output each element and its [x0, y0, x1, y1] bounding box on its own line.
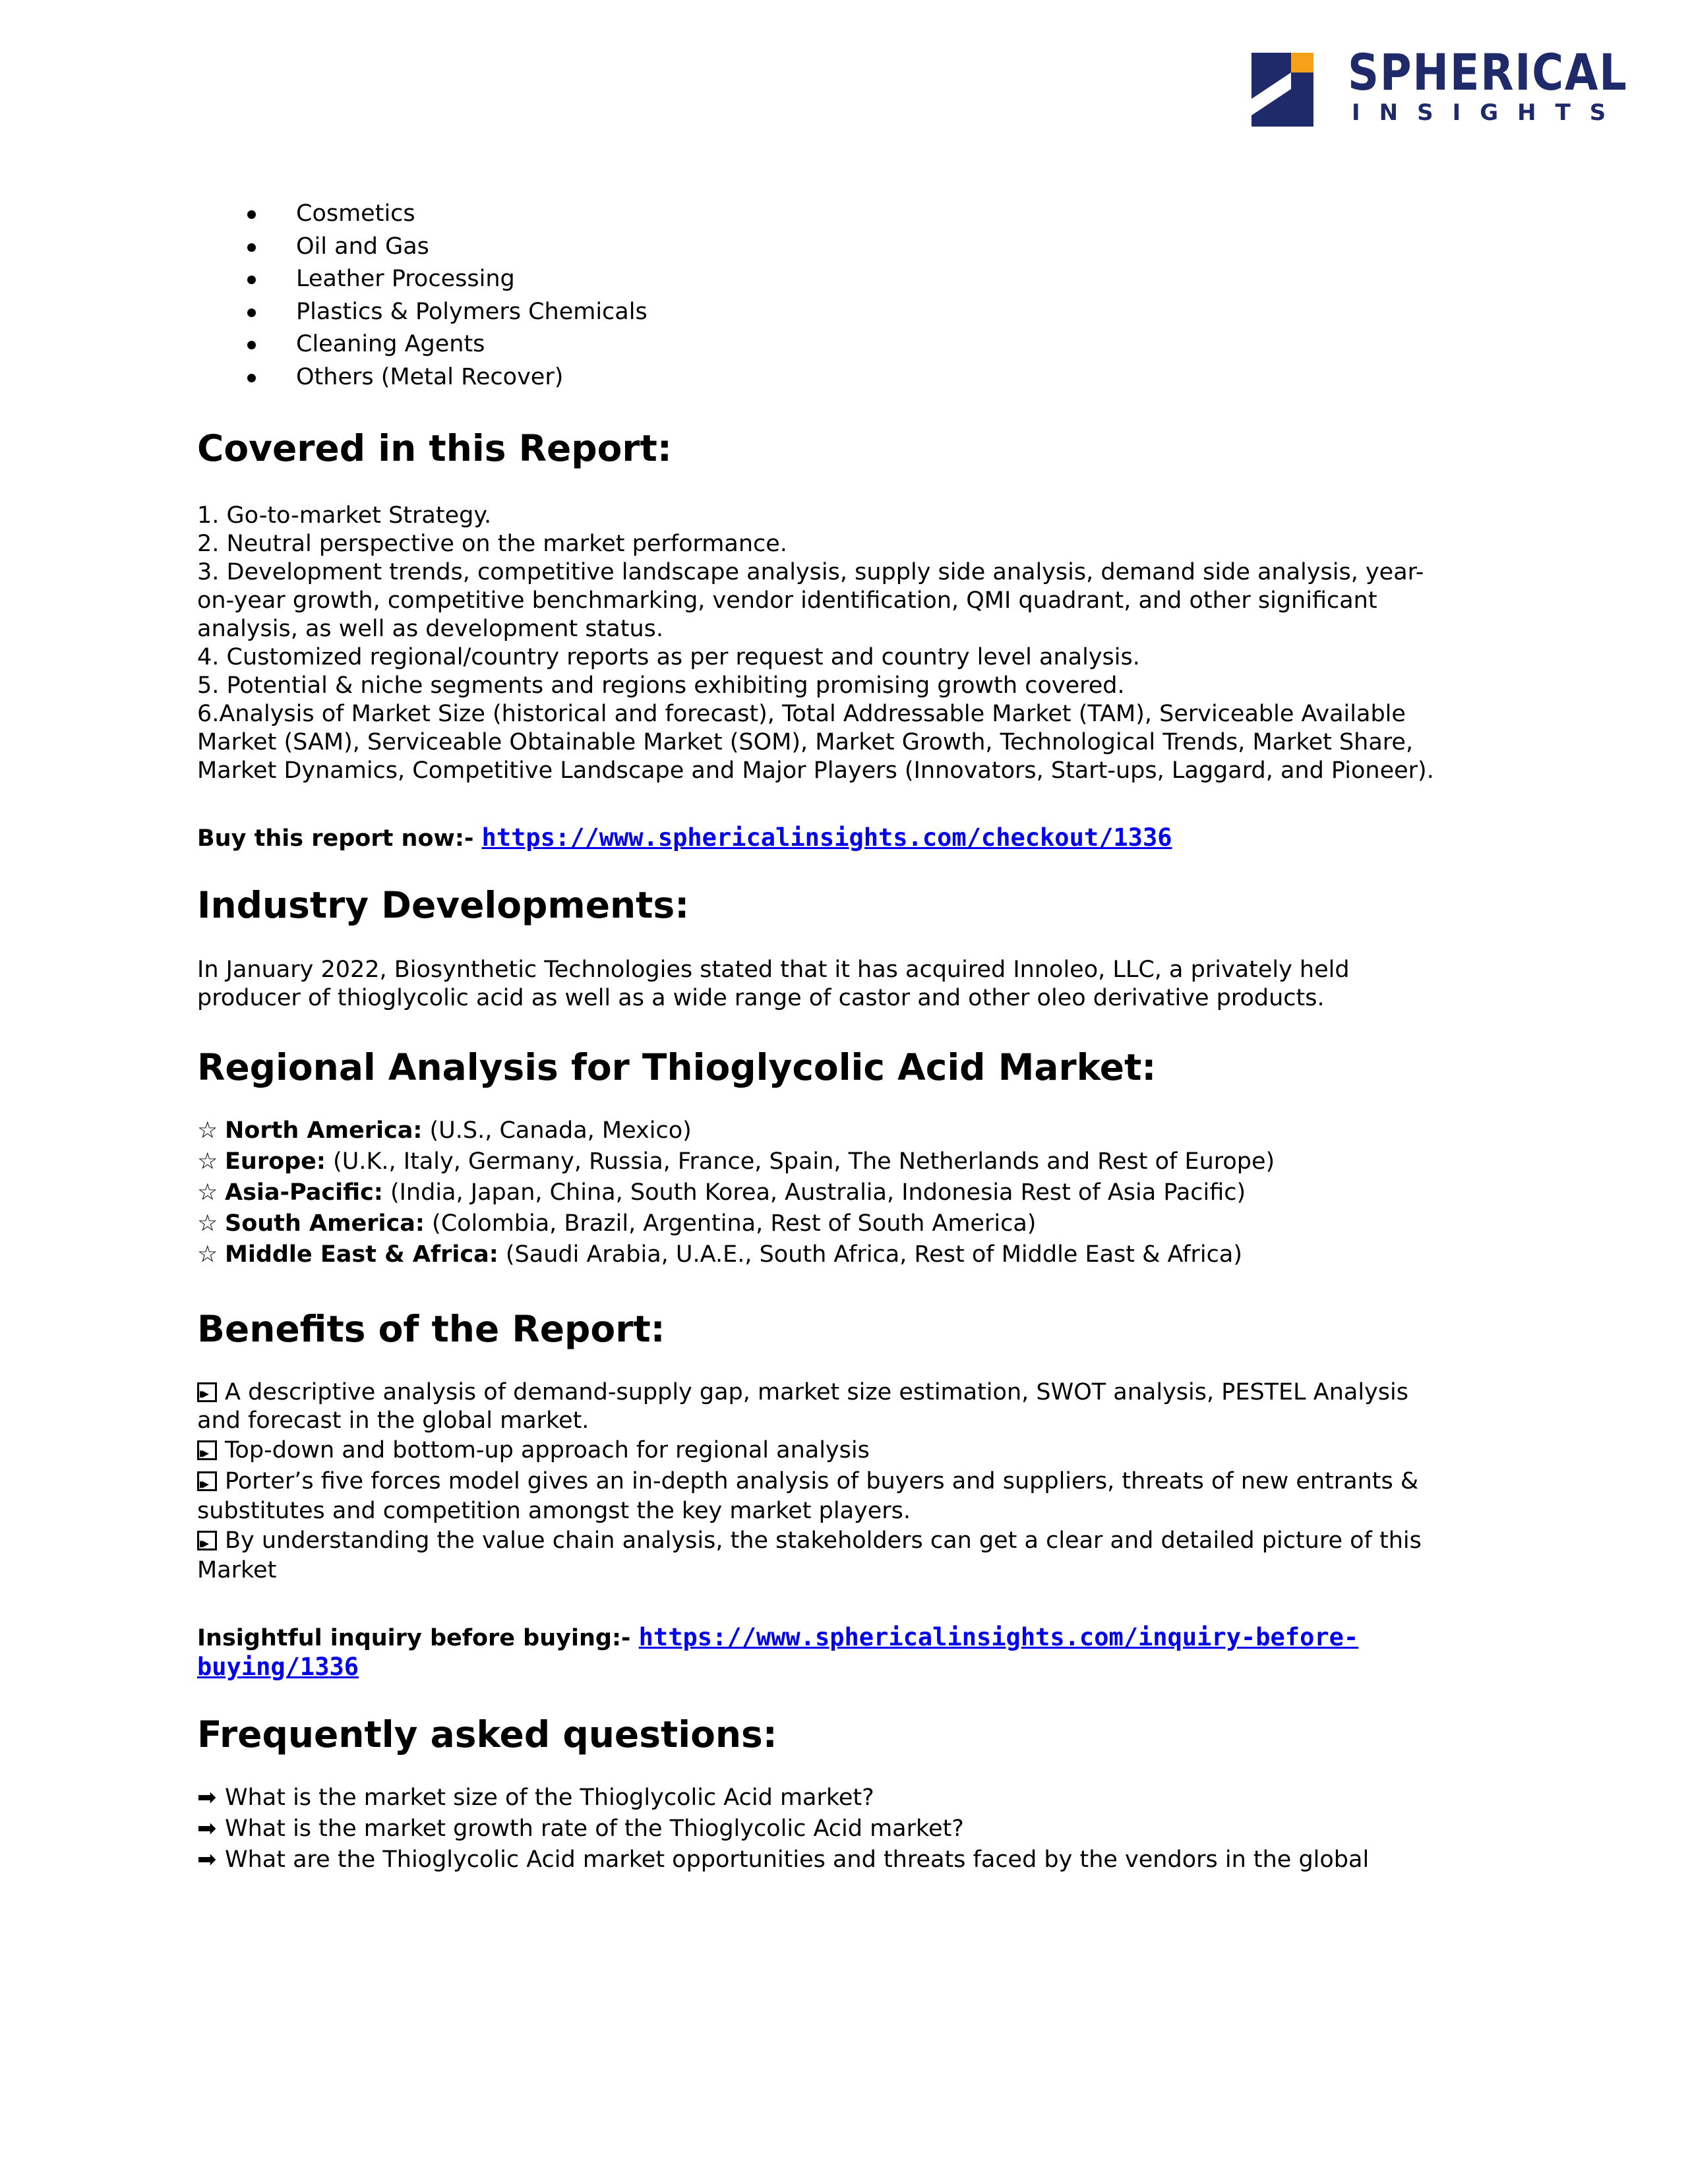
logo-word-spherical: SPHERICAL — [1348, 43, 1628, 102]
region-countries: (U.S., Canada, Mexico) — [422, 1117, 692, 1144]
list-item: Cosmetics — [197, 198, 1490, 231]
region-item — [197, 1177, 1490, 1208]
region-countries: (Colombia, Brazil, Argentina, Rest of South America) — [424, 1210, 1037, 1237]
star-icon: ☆ — [197, 1241, 218, 1268]
arrow-right-icon: ➡ — [197, 1815, 217, 1842]
faq-question: What is the market size of the Thioglycolic Acid market? — [225, 1785, 874, 1811]
region-item — [197, 1146, 1490, 1177]
covered-line: on-year growth, competitive benchmarking, vendor identification, QMI quadrant, and other significant — [197, 587, 1377, 614]
fast-forward-box-icon — [197, 1382, 217, 1402]
benefit-text: By understanding the value chain analysis, the stakeholders can get a clear and detailed picture of this — [225, 1527, 1422, 1554]
industry-line: In January 2022, Biosynthetic Technologies stated that it has acquired Innoleo, LLC, a privately held — [197, 957, 1350, 983]
logo-mark-icon — [1251, 53, 1313, 127]
faq-list — [197, 1783, 1490, 1875]
covered-line: 3. Development trends, competitive landscape analysis, supply side analysis, demand side analysis, year- — [197, 559, 1424, 585]
regional-heading: Regional Analysis for Thioglycolic Acid Market: — [197, 1046, 1157, 1088]
faq-item — [197, 1783, 1490, 1814]
benefit-text: Porter’s five forces model gives an in-depth analysis of buyers and suppliers, threats of new entrants & — [225, 1468, 1419, 1494]
covered-line: 1. Go-to-market Strategy. — [197, 502, 492, 529]
inquiry-line — [197, 1623, 1490, 1682]
covered-line: Market (SAM), Serviceable Obtainable Market (SOM), Market Growth, Technological Trends, Market Share, — [197, 729, 1414, 755]
star-icon: ☆ — [197, 1210, 218, 1237]
benefit-line — [197, 1556, 1490, 1585]
region-name: Asia-Pacific: — [225, 1179, 383, 1206]
region-countries: (U.K., Italy, Germany, Russia, France, Spain, The Netherlands and Rest of Europe) — [325, 1148, 1275, 1175]
arrow-right-icon: ➡ — [197, 1846, 217, 1873]
list-item: Others (Metal Recover) — [197, 361, 1490, 394]
inquiry-link[interactable]: https://www.sphericalinsights.com/inquiry-before- — [638, 1623, 1359, 1651]
faq-question: What are the Thioglycolic Acid market opportunities and threats faced by the vendors in the global — [225, 1846, 1370, 1873]
faq-item — [197, 1814, 1490, 1845]
covered-line: Market Dynamics, Competitive Landscape and Major Players (Innovators, Start-ups, Laggard, and Pioneer). — [197, 757, 1434, 784]
benefit-line — [197, 1407, 1490, 1435]
covered-list — [197, 502, 1490, 785]
fast-forward-box-icon — [197, 1440, 217, 1460]
benefit-text: Market — [197, 1557, 277, 1583]
fast-forward-box-icon — [197, 1531, 217, 1550]
arrow-right-icon: ➡ — [197, 1785, 217, 1811]
inquiry-label: Insightful inquiry before buying:- — [197, 1625, 639, 1651]
benefit-text: and forecast in the global market. — [197, 1407, 589, 1434]
region-item — [197, 1115, 1490, 1146]
fast-forward-box-icon — [197, 1471, 217, 1491]
region-name: Europe: — [225, 1148, 326, 1175]
benefit-line — [197, 1525, 1490, 1556]
covered-line: 4. Customized regional/country reports as per request and country level analysis. — [197, 644, 1140, 670]
industry-line: producer of thioglycolic acid as well as a wide range of castor and other oleo derivative products. — [197, 985, 1325, 1011]
benefits-list — [197, 1378, 1490, 1585]
inquiry-link-continued[interactable]: buying/1336 — [197, 1653, 359, 1681]
covered-line: 5. Potential & niche segments and regions exhibiting promising growth covered. — [197, 672, 1125, 699]
logo-word-insights: INSIGHTS — [1352, 100, 1625, 126]
region-item — [197, 1239, 1490, 1270]
star-icon: ☆ — [197, 1117, 218, 1144]
regional-list — [197, 1115, 1490, 1270]
region-name: Middle East & Africa: — [225, 1241, 498, 1268]
end-use-list — [197, 198, 1490, 394]
region-item — [197, 1208, 1490, 1239]
benefit-text: Top-down and bottom-up approach for regional analysis — [225, 1437, 870, 1463]
star-icon: ☆ — [197, 1179, 218, 1206]
region-name: South America: — [225, 1210, 425, 1237]
covered-line: 6.Analysis of Market Size (historical and forecast), Total Addressable Market (TAM), Serviceable Available — [197, 701, 1406, 727]
list-item: Plastics & Polymers Chemicals — [197, 296, 1490, 329]
spherical-insights-logo — [1251, 43, 1628, 129]
benefit-line — [197, 1378, 1490, 1407]
industry-heading: Industry Developments: — [197, 884, 690, 926]
benefits-heading: Benefits of the Report: — [197, 1308, 665, 1350]
region-countries: (Saudi Arabia, U.A.E., South Africa, Rest of Middle East & Africa) — [498, 1241, 1243, 1268]
document-body — [197, 198, 1490, 1875]
region-countries: (India, Japan, China, South Korea, Australia, Indonesia Rest of Asia Pacific) — [382, 1179, 1246, 1206]
buy-report-label: Buy this report now:- — [197, 825, 482, 852]
buy-report-link[interactable]: https://www.sphericalinsights.com/checkout/1336 — [481, 823, 1172, 852]
benefit-text: substitutes and competition amongst the key market players. — [197, 1498, 911, 1524]
region-name: North America: — [225, 1117, 423, 1144]
faq-item — [197, 1845, 1490, 1875]
covered-line: 2. Neutral perspective on the market performance. — [197, 531, 787, 557]
benefit-line — [197, 1435, 1490, 1466]
benefit-line — [197, 1466, 1490, 1497]
faq-question: What is the market growth rate of the Thioglycolic Acid market? — [225, 1815, 964, 1842]
benefit-line — [197, 1497, 1490, 1525]
list-item: Cleaning Agents — [197, 328, 1490, 361]
star-icon: ☆ — [197, 1148, 218, 1175]
list-item: Oil and Gas — [197, 231, 1490, 264]
industry-text — [197, 956, 1490, 1013]
buy-report-line — [197, 823, 1490, 853]
faq-heading: Frequently asked questions: — [197, 1713, 777, 1756]
covered-line: analysis, as well as development status. — [197, 616, 663, 642]
covered-heading: Covered in this Report: — [197, 427, 672, 469]
benefit-text: A descriptive analysis of demand-supply gap, market size estimation, SWOT analysis, PESTEL Analysis — [225, 1379, 1408, 1405]
list-item: Leather Processing — [197, 263, 1490, 296]
